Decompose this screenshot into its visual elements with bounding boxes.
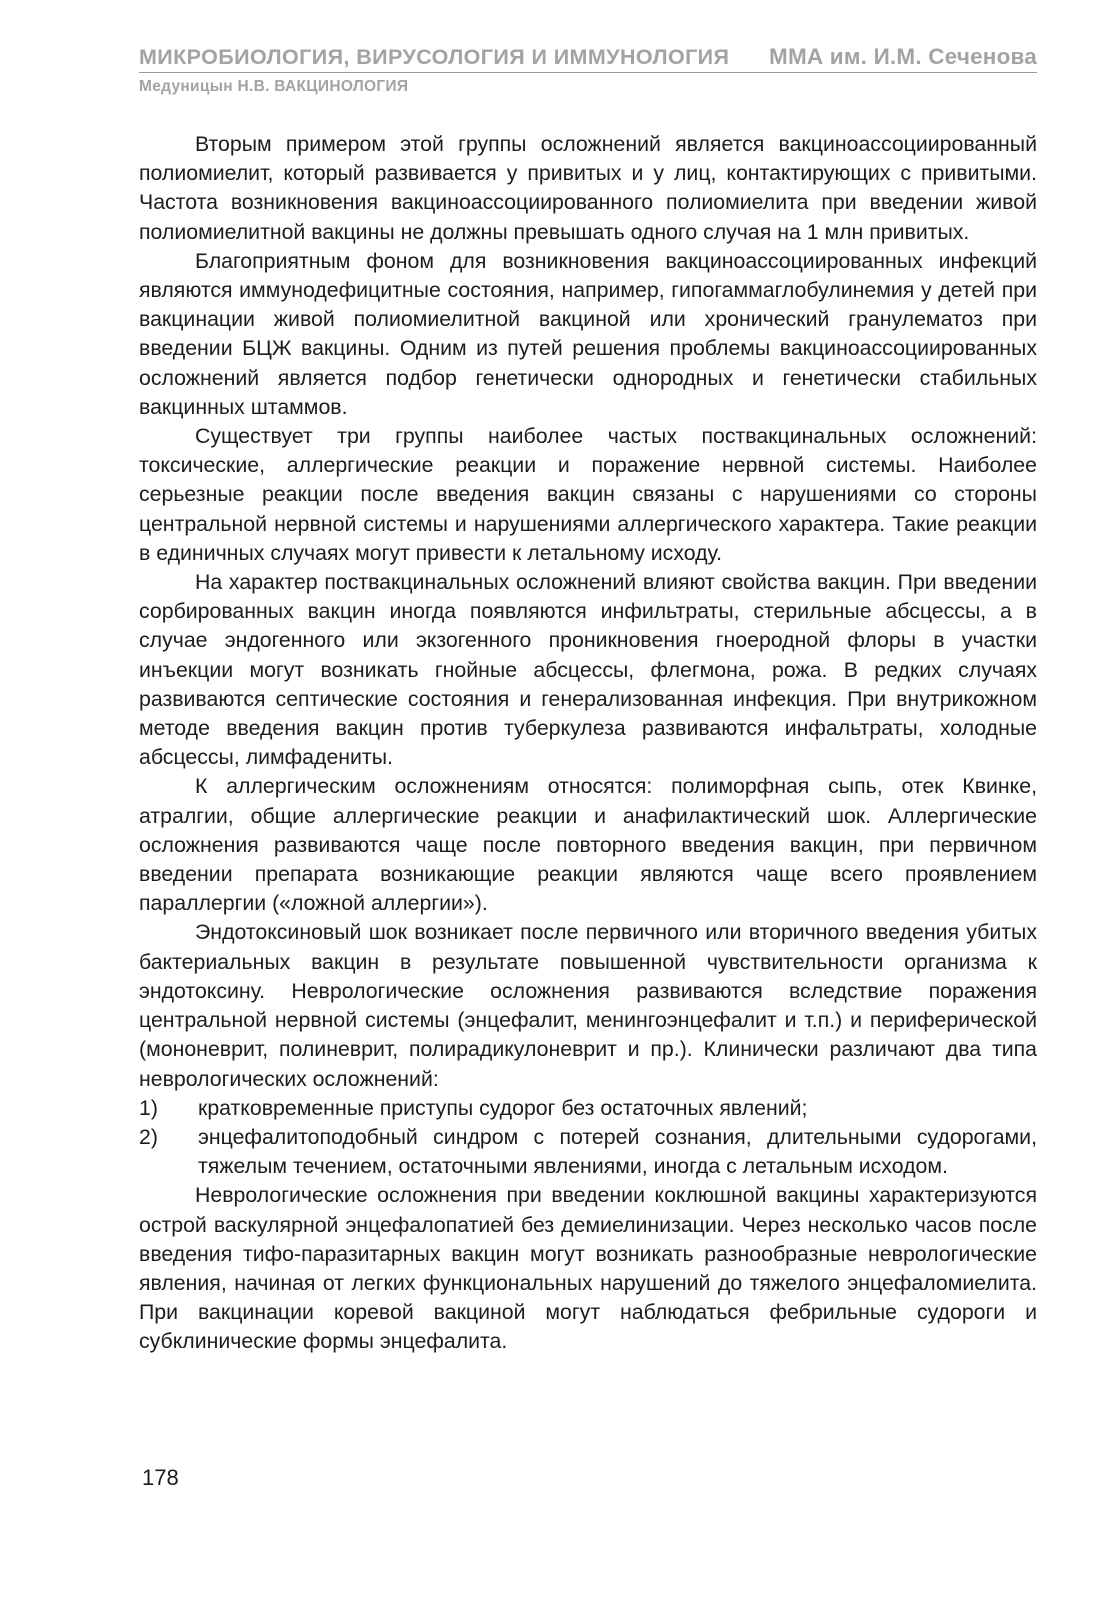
paragraph-3: Существует три группы наиболее частых поствакцинальных осложнений: токсические, аллергические реакции и поражение нервной системы. Наиболее серьезные реакции после введения вакцин связаны с нарушениями со стороны центральной нервной системы и нарушениями аллергического характера. Такие реакции в единичных случаях могут привести к летальному исходу. bbox=[139, 424, 1037, 565]
page-body bbox=[139, 130, 1037, 1357]
paragraph-1: Вторым примером этой группы осложнений является вакциноассоциированный полиомиелит, который развивается у привитых и у лиц, контактирующих с привитыми. Частота возникновения вакциноассоциированного полиомиелита при введении живой полиомиелитной вакцины не должны превышать одного случая на 1 млн привитых. bbox=[139, 132, 1037, 244]
paragraph-5: К аллергическим осложнениям относятся: полиморфная сыпь, отек Квинке, атралгии, общие аллергические реакции и анафилактический шок. Аллергические осложнения развиваются чаще после повторного введения вакцин, при первичном введении препарата возникающие реакции являются чаще всего проявлением параллергии («ложной аллергии»). bbox=[139, 774, 1037, 916]
list-item bbox=[139, 1094, 1037, 1123]
neurological-complications-list bbox=[139, 1094, 1037, 1182]
paragraph-2: Благоприятным фоном для возникновения вакциноассоциированных инфекций являются иммунодефицитные состояния, например, гипогаммаглобулинемия у детей при вакцинации живой полиомиелитной вакциной или хронический гранулематоз при введении БЦЖ вакцины. Одним из путей решения проблемы вакциноассоциированных осложнений является подбор генетически однородных и генетически стабильных вакцинных штаммов. bbox=[139, 248, 1037, 419]
running-header bbox=[139, 44, 1037, 97]
paragraph-6: Эндотоксиновый шок возникает после первичного или вторичного введения убитых бактериальных вакцин в результате повышенной чувствительности организма к эндотоксину. Неврологические осложнения развиваются вследствие поражения центральной нервной системы (энцефалит, менингоэнцефалит и т.п.) и периферической (мононеврит, полиневрит, полирадикулоневрит и пр.). Клинически различают два типа неврологических осложнений: bbox=[139, 920, 1037, 1091]
list-item-number: 2) bbox=[139, 1124, 158, 1149]
paragraph-7: Неврологические осложнения при введении коклюшной вакцины характеризуются острой васкулярной энцефалопатией без демиелинизации. Через несколько часов после введения тифо-паразитарных вакцин могут возникать разнообразные неврологические явления, начиная от легких функциональных нарушений до тяжелого энцефаломиелита. При вакцинации коревой вакциной могут наблюдаться фебрильные судороги и субклинические формы энцефалита. bbox=[139, 1183, 1037, 1354]
book-title: МИКРОБИОЛОГИЯ, ВИРУСОЛОГИЯ И ИММУНОЛОГИЯ bbox=[139, 45, 730, 69]
publisher-name: ММА им. И.М. Сеченова bbox=[769, 44, 1037, 69]
page-number: 178 bbox=[142, 1465, 179, 1490]
paragraph-4: На характер поствакцинальных осложнений влияют свойства вакцин. При введении сорбированных вакцин иногда появляются инфильтраты, стерильные абсцессы, а в случае эндогенного или экзогенного проникновения гноеродной флоры в участки инъекции могут возникать гнойные абсцессы, флегмона, рожа. В редких случаях развиваются септические состояния и генерализованная инфекция. При внутрикожном методе введения вакцин против туберкулеза развиваются инфальтраты, холодные абсцессы, лимфадениты. bbox=[139, 570, 1037, 770]
list-item-text: кратковременные приступы судорог без остаточных явлений; bbox=[198, 1095, 808, 1120]
list-item-text: энцефалитоподобный синдром с потерей сознания, длительными судорогами, тяжелым течением, остаточными явлениями, иногда с летальным исходом. bbox=[198, 1124, 1037, 1179]
list-item bbox=[139, 1123, 1037, 1181]
header-top-line bbox=[139, 44, 1037, 73]
list-item-number: 1) bbox=[139, 1095, 158, 1120]
chapter-title: Медуницын Н.В. ВАКЦИНОЛОГИЯ bbox=[139, 78, 409, 95]
